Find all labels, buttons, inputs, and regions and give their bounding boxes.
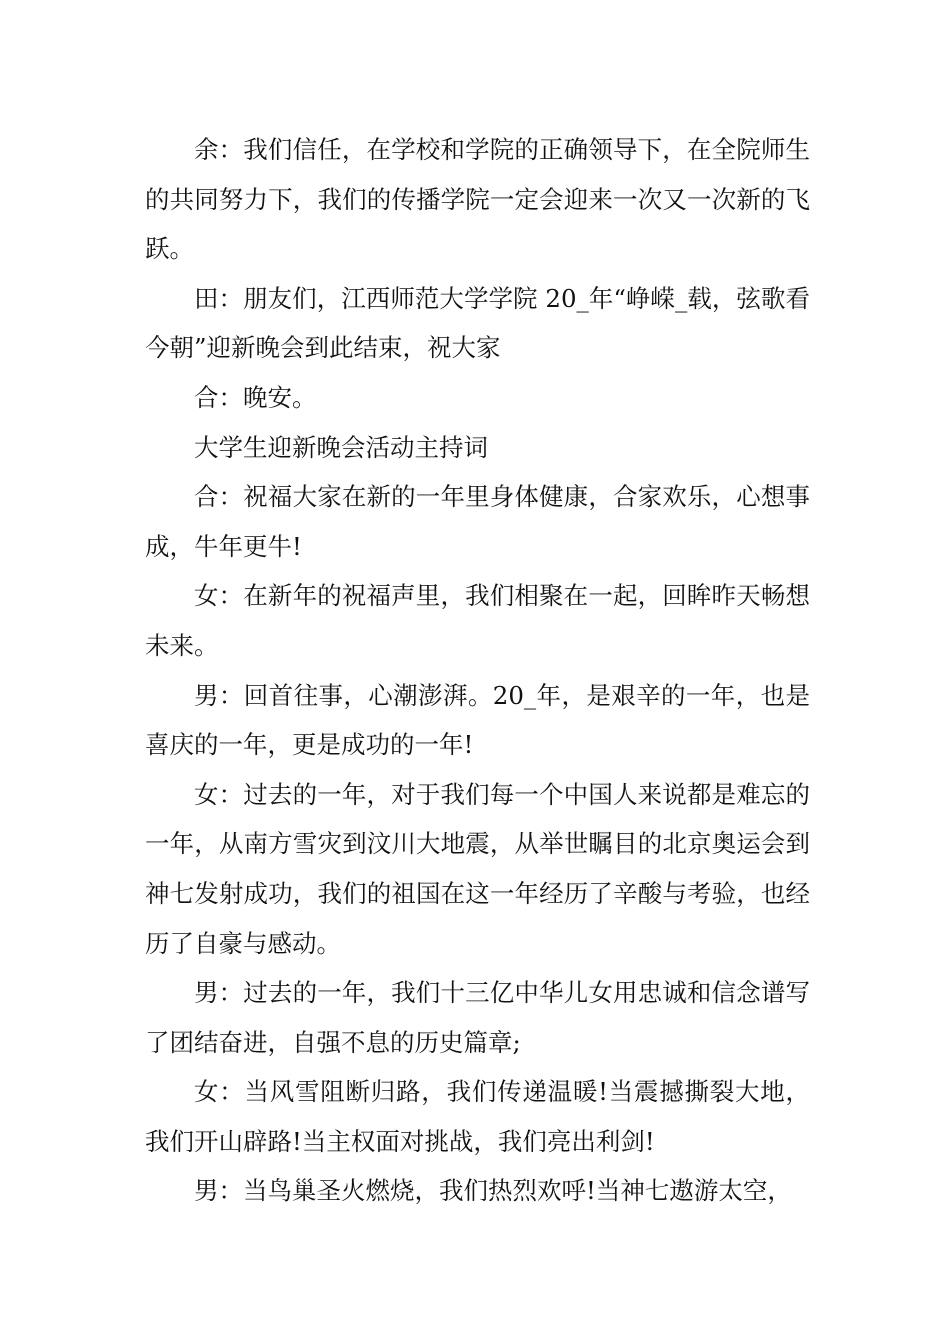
paragraph-past-year: 女：过去的一年，对于我们每一个中国人来说都是难忘的一年，从南方雪灾到汶川大地震，从举世瞩目的北京奥运会到神七发射成功，我们的祖国在这一年经历了辛酸与考验，也经历了自豪与感动。 bbox=[145, 779, 810, 958]
paragraph-history-chapter: 男：过去的一年，我们十三亿中华儿女用忠诚和信念谱写了团结奋进，自强不息的历史篇章; bbox=[145, 978, 810, 1057]
paragraph-closing-farewell: 田：朋友们，江西师范大学学院 20_年“峥嵘_载，弦歌看今朝”迎新晚会到此结束，祝大家 bbox=[145, 283, 810, 363]
paragraph-closing-belief: 余：我们信任，在学校和学院的正确领导下，在全院师生的共同努力下，我们的传播学院一定会迎来一次又一次新的飞跃。 bbox=[145, 135, 810, 264]
paragraph-good-night: 合：晚安。 bbox=[194, 382, 317, 412]
document-body bbox=[145, 125, 810, 1216]
paragraph-gathering: 女：在新年的祝福声里，我们相聚在一起，回眸昨天畅想未来。 bbox=[145, 581, 810, 660]
paragraph-olympic-flame: 男：当鸟巢圣火燃烧，我们热烈欢呼!当神七遨游太空， bbox=[194, 1176, 792, 1206]
paragraph-looking-back: 男：回首往事，心潮澎湃。20_年，是艰辛的一年，也是喜庆的一年，更是成功的一年! bbox=[145, 680, 810, 760]
paragraph-blessing: 合：祝福大家在新的一年里身体健康，合家欢乐，心想事成，牛年更牛! bbox=[145, 482, 810, 561]
paragraph-warmth: 女：当风雪阻断归路，我们传递温暖!当震撼撕裂大地，我们开山辟路!当主权面对挑战，我们亮出利剑! bbox=[145, 1077, 810, 1156]
section-heading: 大学生迎新晚会活动主持词 bbox=[194, 432, 488, 462]
